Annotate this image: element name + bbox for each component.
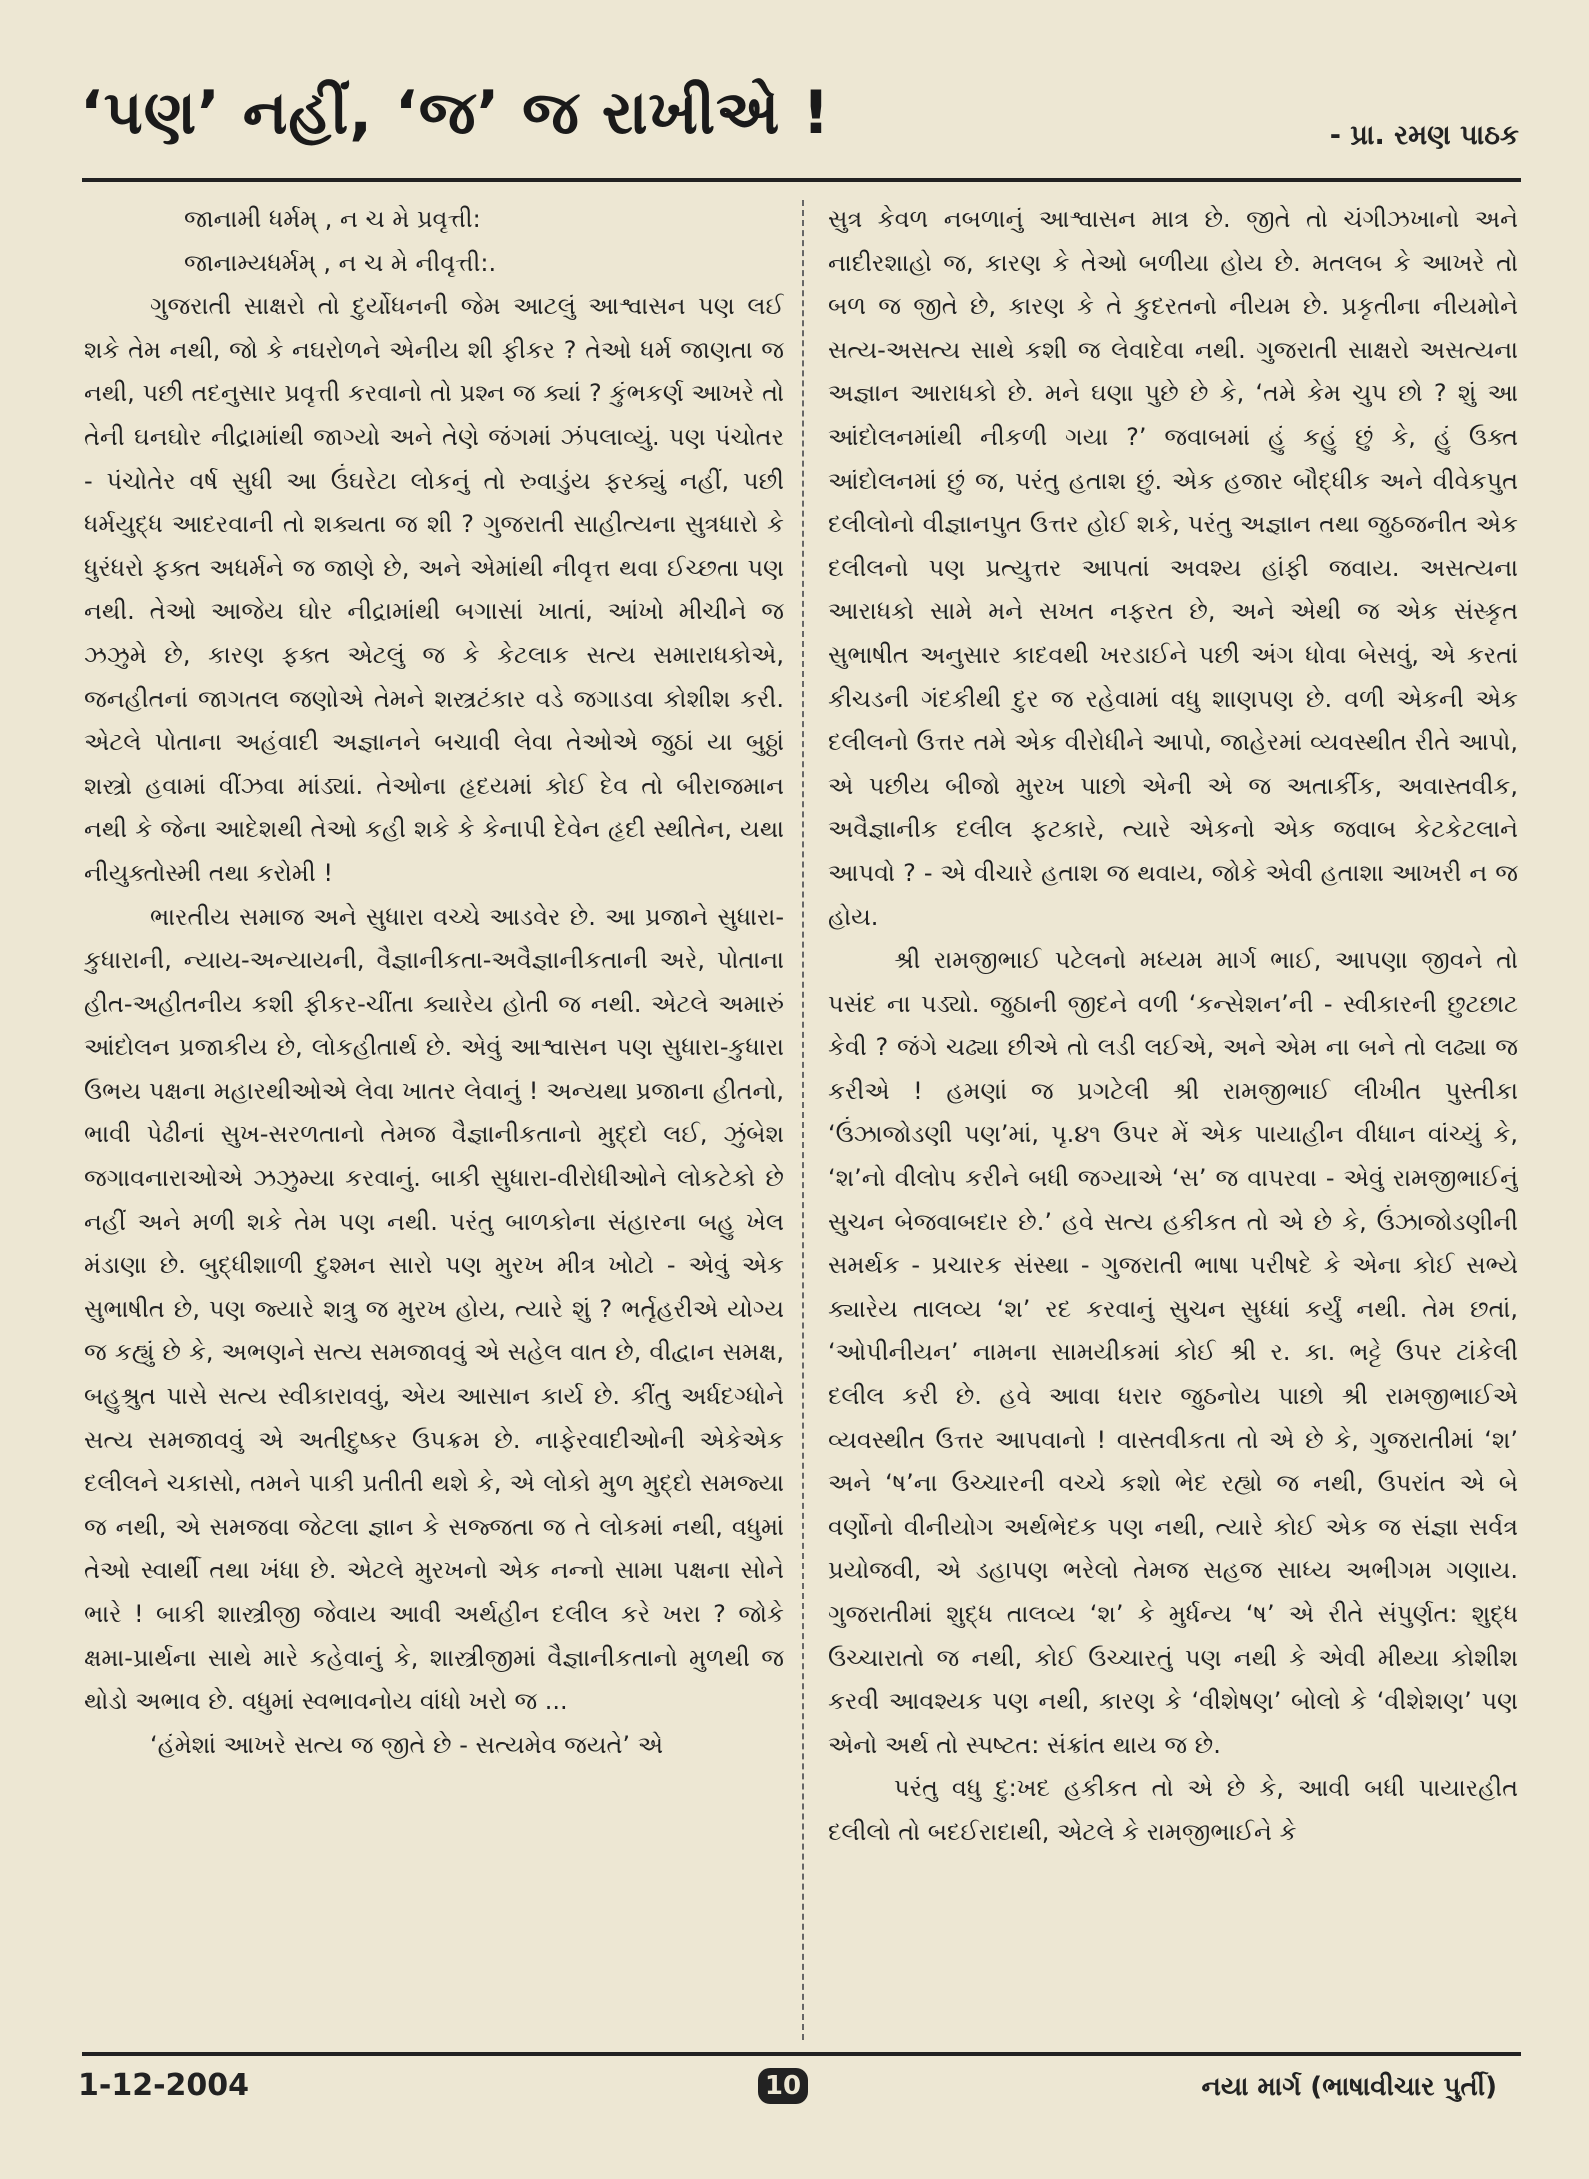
left-column bbox=[84, 198, 784, 2048]
body-paragraph: ગુજરાતી સાક્ષરો તો દુર્યોધનની જેમ આટલું આશ્વાસન પણ લઈ શકે તેમ નથી, જો કે નઘરોળને એનીય શી ફીકર ? તેઓ ધર્મ જાણતા જ નથી, પછી તદનુસાર પ્રવૃત્તી કરવાનો તો પ્રશ્ન જ ક્યાં ? કુંભકર્ણ આખરે તો તેની ઘનઘોર નીદ્રામાંથી જાગ્યો અને તેણે જંગમાં ઝંપલાવ્યું. પણ પંચોતર - પંચોતેર વર્ષ સુધી આ ઉંઘરેટા લોકનું તો રુવાડુંય ફરક્યું નહીં, પછી ધર્મયુદ્ધ આદરવાની તો શક્યતા જ શી ? ગુજરાતી સાહીત્યના સુત્રધારો કે ધુરંધરો ફક્ત અધર્મને જ જાણે છે, અને એમાંથી નીવૃત્ત થવા ઈચ્છતા પણ નથી. તેઓ આજેય ઘોર નીદ્રામાંથી બગાસાં ખાતાં, આંખો મીચીને જ ઝઝુમે છે, કારણ ફક્ત એટલું જ કે કેટલાક સત્ય સમારાધકોએ, જનહીતનાં જાગતલ જણોએ તેમને શસ્ત્રટંકાર વડે જગાડવા કોશીશ કરી. એટલે પોતાના અહંવાદી અજ્ઞાનને બચાવી લેવા તેઓએ જુઠાં યા બુઠ્ઠાં શસ્ત્રો હવામાં વીંઝવા માંડ્યાં. તેઓના હૃદયમાં કોઈ દેવ તો બીરાજમાન નથી કે જેના આદેશથી તેઓ કહી શકે કે કેનાપી દેવેન હૃદી સ્થીતેન, યથા નીયુક્તોસ્મી તથા કરોમી ! bbox=[84, 292, 784, 887]
body-paragraph: પરંતુ વધુ દુ:ખદ હકીકત તો એ છે કે, આવી બધી પાયારહીત દલીલો તો બદઈરાદાથી, એટલે કે રામજીભાઈને કે bbox=[828, 1774, 1518, 1846]
author-byline: - પ્રા. રમણ પાઠક bbox=[1329, 120, 1519, 151]
page-number-badge: 10 bbox=[758, 2068, 808, 2104]
body-paragraph: ‘હંમેશાં આખરે સત્ય જ જીતે છે - સત્યમેવ જયતે’ એ bbox=[150, 1730, 664, 1759]
article-title: ‘પણ’ નહીં, ‘જ’ જ રાખીએ ! bbox=[80, 78, 831, 148]
footer-rule bbox=[82, 2052, 1521, 2056]
column-divider bbox=[802, 200, 804, 2040]
header-rule bbox=[82, 178, 1521, 182]
body-paragraph: ભારતીય સમાજ અને સુધારા વચ્ચે આડવેર છે. આ પ્રજાને સુધારા-કુધારાની, ન્યાય-અન્યાયની, વૈજ્ઞાનીકતા-અવૈજ્ઞાનીકતાની અરે, પોતાના હીત-અહીતનીય કશી ફીકર-ચીંતા ક્યારેય હોતી જ નથી. એટલે અમારું આંદોલન પ્રજાકીય છે, લોકહીતાર્થ છે. એવું આશ્વાસન પણ સુધારા-કુધારા ઉભય પક્ષના મહારથીઓએ લેવા ખાતર લેવાનું ! અન્યથા પ્રજાના હીતનો, ભાવી પેઢીનાં સુખ-સરળતાનો તેમજ વૈજ્ઞાનીકતાનો મુદ્દો લઈ, ઝુંબેશ જગાવનારાઓએ ઝઝુમ્યા કરવાનું. બાકી સુધારા-વીરોધીઓને લોકટેકો છે નહીં અને મળી શકે તેમ પણ નથી. પરંતુ બાળકોના સંહારના બહુ ખેલ મંડાણા છે. બુદ્ધીશાળી દુશ્મન સારો પણ મુરખ મીત્ર ખોટો - એવું એક સુભાષીત છે, પણ જ્યારે શત્રુ જ મુરખ હોય, ત્યારે શું ? ભર્તૃહરીએ યોગ્ય જ કહ્યું છે કે, અભણને સત્ય સમજાવવું એ સહેલ વાત છે, વીદ્વાન સમક્ષ, બહુશ્રુત પાસે સત્ય સ્વીકારાવવું, એય આસાન કાર્ય છે. કીંતુ અર્ધદગ્ધોને સત્ય સમજાવવું એ અતીદુષ્કર ઉપક્રમ છે. નાફેરવાદીઓની એકેએક દલીલને ચકાસો, તમને પાકી પ્રતીતી થશે કે, એ લોકો મુળ મુદ્દો સમજ્યા જ નથી, એ સમજવા જેટલા જ્ઞાન કે સજ્જતા જ તે લોકમાં નથી, વધુમાં તેઓ સ્વાર્થી તથા ખંધા છે. એટલે મુરખનો એક નન્નો સામા પક્ષના સોને ભારે ! બાકી શાસ્ત્રીજી જેવાય આવી અર્થહીન દલીલ કરે ખરા ? જોકે ક્ષમા-પ્રાર્થના સાથે મારે કહેવાનું કે, શાસ્ત્રીજીમાં વૈજ્ઞાનીકતાનો મુળથી જ થોડો અભાવ છે. વધુમાં સ્વભાવનોય વાંધો ખરો જ ... bbox=[84, 902, 784, 1716]
publication-name: નયા માર્ગ (ભાષાવીચાર પુર્તી) bbox=[1201, 2072, 1497, 2102]
verse-line-1: જાનામી ધર્મમ્ , ન ચ મે પ્રવૃત્તી: bbox=[184, 205, 481, 233]
right-column bbox=[828, 198, 1518, 2048]
body-paragraph: શ્રી રામજીભાઈ પટેલનો મધ્યમ માર્ગ ભાઈ, આપણા જીવને તો પસંદ ના પડ્યો. જુઠાની જીદને વળી ‘કન્સેશન’ની - સ્વીકારની છુટછાટ કેવી ? જંગે ચઢ્યા છીએ તો લડી લઈએ, અને એમ ના બને તો લઢ્યા જ કરીએ ! હમણાં જ પ્રગટેલી શ્રી રામજીભાઈ લીખીત પુસ્તીકા ‘ઉંઝાજોડણી પણ’માં, પૃ.૪૧ ઉપર મેં એક પાયાહીન વીધાન વાંચ્યું કે, ‘શ’નો વીલોપ કરીને બધી જગ્યાએ ‘સ’ જ વાપરવા - એવું રામજીભાઈનું સુચન બેજવાબદાર છે.’ હવે સત્ય હકીકત તો એ છે કે, ઉંઝાજોડણીની સમર્થક - પ્રચારક સંસ્થા - ગુજરાતી ભાષા પરીષદે કે એના કોઈ સભ્યે ક્યારેય તાલવ્ય ‘શ’ રદ કરવાનું સુચન સુધ્ધાં કર્યું નથી. તેમ છતાં, ‘ઓપીનીયન’ નામના સામયીકમાં કોઈ શ્રી ર. કા. ભટ્ટે ઉપર ટાંકેલી દલીલ કરી છે. હવે આવા ધરાર જુઠનોય પાછો શ્રી રામજીભાઈએ વ્યવસ્થીત ઉત્તર આપવાનો ! વાસ્તવીકતા તો એ છે કે, ગુજરાતીમાં ‘શ’ અને ‘ષ’ના ઉચ્ચારની વચ્ચે કશો ભેદ રહ્યો જ નથી, ઉપરાંત એ બે વર્ણોનો વીનીયોગ અર્થભેદક પણ નથી, ત્યારે કોઈ એક જ સંજ્ઞા સર્વત્ર પ્રયોજવી, એ ડહાપણ ભરેલો તેમજ સહજ સાધ્ય અભીગમ ગણાય. ગુજરાતીમાં શુદ્ધ તાલવ્ય ‘શ’ કે મુર્ધન્ય ‘ષ’ એ રીતે સંપુર્ણત: શુદ્ધ ઉચ્ચારાતો જ નથી, કોઈ ઉચ્ચારતું પણ નથી કે એવી મીથ્યા કોશીશ કરવી આવશ્યક પણ નથી, કારણ કે ‘વીશેષણ’ બોલો કે ‘વીશેશણ’ પણ એનો અર્થ તો સ્પષ્ટત: સંક્રાંત થાય જ છે. bbox=[828, 946, 1518, 1759]
verse-line-2: જાનામ્યધર્મમ્ , ન ચ મે નીવૃત્તી:. bbox=[184, 248, 497, 277]
body-paragraph-continued: સુત્ર કેવળ નબળાનું આશ્વાસન માત્ર છે. જીતે તો ચંગીઝખાનો અને નાદીરશાહો જ, કારણ કે તેઓ બળીયા હોય છે. મતલબ કે આખરે તો બળ જ જીતે છે, કારણ કે તે કુદરતનો નીયમ છે. પ્રકૃતીના નીયમોને સત્ય-અસત્ય સાથે કશી જ લેવાદેવા નથી. ગુજરાતી સાક્ષરો અસત્યના અજ્ઞાન આરાધકો છે. મને ઘણા પુછે છે કે, ‘તમે કેમ ચુપ છો ? શું આ આંદોલનમાંથી નીકળી ગયા ?’ જવાબમાં હું કહું છું કે, હું ઉક્ત આંદોલનમાં છું જ, પરંતુ હતાશ છું. એક હજાર બૌદ્ધીક અને વીવેકપુત દલીલોનો વીજ્ઞાનપુત ઉત્તર હોઈ શકે, પરંતુ અજ્ઞાન તથા જુઠજનીત એક દલીલનો પણ પ્રત્યુત્તર આપતાં અવશ્ય હાંફી જવાય. અસત્યના આરાધકો સામે મને સખત નફરત છે, અને એથી જ એક સંસ્કૃત સુભાષીત અનુસાર કાદવથી ખરડાઈને પછી અંગ ધોવા બેસવું, એ કરતાં કીચડની ગંદકીથી દુર જ રહેવામાં વધુ શાણપણ છે. વળી એકની એક દલીલનો ઉત્તર તમે એક વીરોધીને આપો, જાહેરમાં વ્યવસ્થીત રીતે આપો, એ પછીય બીજો મુરખ પાછો એની એ જ અતાર્કીક, અવાસ્તવીક, અવૈજ્ઞાનીક દલીલ ફટકારે, ત્યારે એકનો એક જવાબ કેટકેટલાને આપવો ? - એ વીચારે હતાશ જ થવાય, જોકે એવી હતાશા આખરી ન જ હોય. bbox=[828, 205, 1518, 931]
issue-date: 1-12-2004 bbox=[78, 2068, 250, 2103]
